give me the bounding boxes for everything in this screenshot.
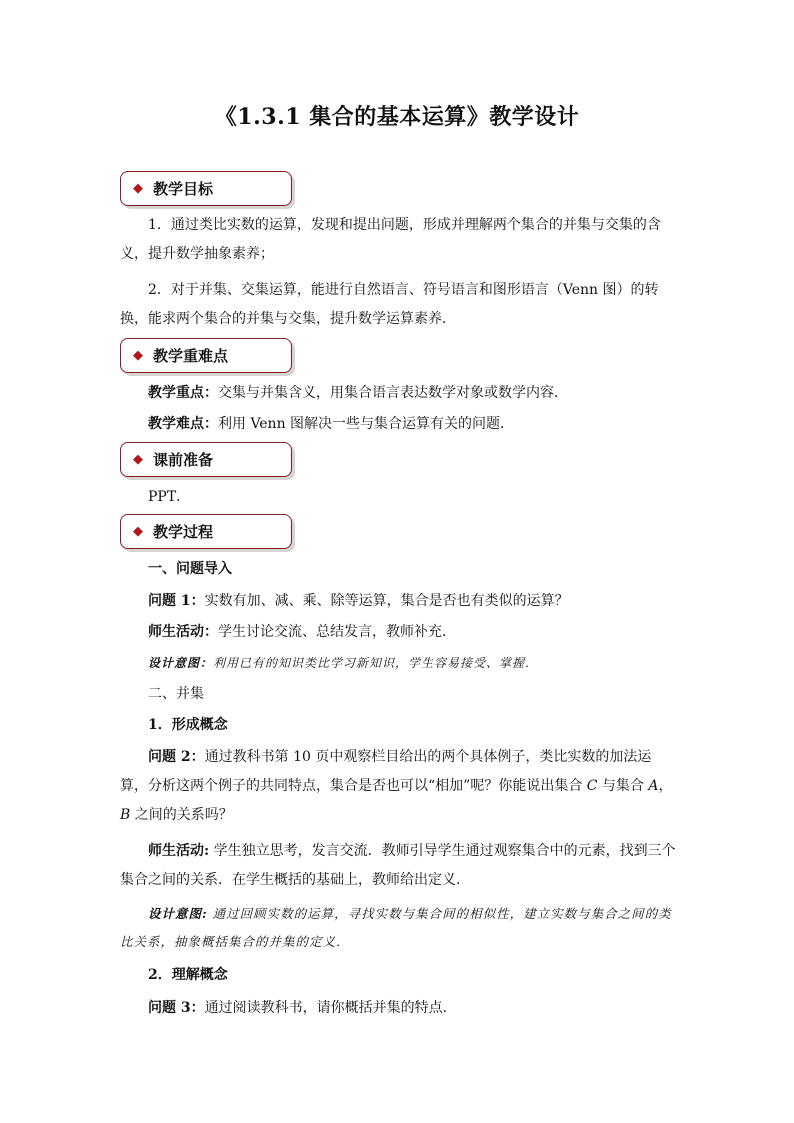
diamond-bullet-icon: ◆ (133, 524, 143, 539)
difficult-point-label: 教学难点： (148, 416, 218, 432)
difficult-point-text: 利用 Venn 图解决一些与集合运算有关的问题． (218, 416, 515, 432)
question-2-text-b: 与集合 (597, 778, 649, 794)
heading-union: 二、并集 (148, 686, 204, 702)
design-intent-1-label: 设计意图： (148, 656, 214, 670)
question-1 (148, 591, 569, 611)
preparation-text: PPT． (148, 489, 191, 505)
design-intent-2-label: 设计意图: (148, 906, 208, 921)
section-label: 课前准备 (153, 451, 214, 469)
section-header-process (120, 514, 292, 549)
question-2-comma: ， (658, 778, 673, 794)
diamond-bullet-icon: ◆ (133, 181, 143, 196)
section-header-key-points (120, 338, 292, 373)
diamond-bullet-icon: ◆ (133, 452, 143, 467)
activity-2-text: 学生独立思考，发言交流．教师引导学生通过观察集合中的元素，找到三个集合之间的关系．在学生概括的基础上，教师给出定义． (120, 843, 676, 888)
activity-1 (148, 622, 456, 642)
question-2 (120, 743, 676, 830)
section-label: 教学过程 (153, 523, 214, 541)
key-point-label: 教学重点： (148, 385, 218, 401)
question-3-text: 通过阅读教科书，请你概括并集的特点． (204, 1000, 457, 1016)
set-a: A (648, 778, 659, 794)
set-c: C (586, 778, 598, 794)
section-label: 教学目标 (153, 180, 214, 198)
section-header-preparation (120, 442, 292, 477)
design-intent-1 (148, 653, 538, 673)
page-title: 《1.3.1 集合的基本运算》教学设计 (214, 104, 580, 130)
heading-introduction: 一、问题导入 (148, 561, 232, 577)
difficult-point (148, 414, 514, 434)
question-2-text-a: 通过教科书第 10 页中观察栏目给出的两个具体例子，类比实数的加法运算，分析这两个例子的共同特点，集合是否也可以“相加”呢？你能说出集合 (120, 749, 652, 794)
activity-1-label: 师生活动： (148, 624, 218, 640)
heading-form-concept: 1．形成概念 (148, 717, 228, 733)
question-3-label: 问题 3： (148, 1000, 205, 1016)
design-intent-2-text: 通过回顾实数的运算，寻找实数与集合间的相似性，建立实数与集合之间的类比关系，抽象概括集合的并集的定义． (120, 906, 672, 949)
design-intent-1-text: 利用已有的知识类比学习新知识，学生容易接受、掌握． (213, 656, 539, 670)
key-point (148, 383, 568, 403)
goal-paragraph-1: 1．通过类比实数的运算，发现和提出问题，形成并理解两个集合的并集与交集的含义，提升数学抽象素养； (120, 217, 661, 262)
section-label: 教学重难点 (153, 347, 229, 365)
question-1-text: 实数有加、减、乘、除等运算，集合是否也有类似的运算？ (204, 593, 569, 609)
activity-2 (120, 837, 676, 895)
set-b: B (120, 807, 131, 823)
heading-understand-concept: 2．理解概念 (148, 967, 228, 983)
diamond-bullet-icon: ◆ (133, 348, 143, 363)
question-2-text-c: 之间的关系吗？ (130, 807, 233, 823)
design-intent-2 (120, 900, 676, 956)
key-point-text: 交集与并集含义，用集合语言表达数学对象或数学内容． (218, 385, 568, 401)
activity-1-text: 学生讨论交流、总结发言，教师补充． (218, 624, 456, 640)
question-1-label: 问题 1： (148, 593, 205, 609)
goal-paragraph-2: 2．对于并集、交集运算，能进行自然语言、符号语言和图形语言（Venn 图）的转换，能求两个集合的并集与交集，提升数学运算素养． (120, 282, 659, 327)
activity-2-label: 师生活动: (148, 843, 210, 859)
question-2-label: 问题 2： (148, 749, 205, 765)
section-header-goals (120, 171, 292, 206)
question-3 (148, 998, 457, 1018)
